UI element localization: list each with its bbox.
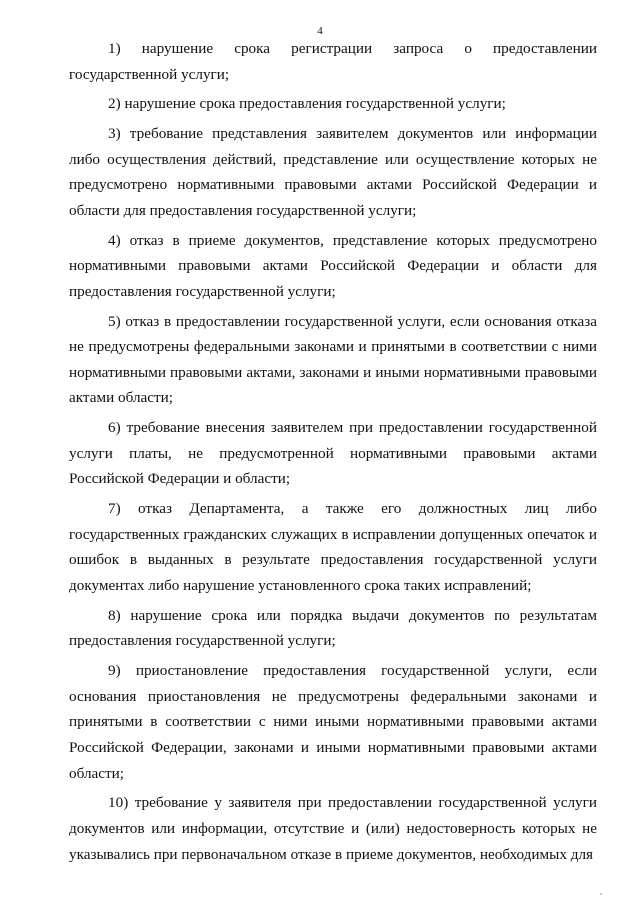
list-item-2: 2) нарушение срока предоставления государственной услуги;: [108, 95, 506, 113]
list-item-6: 6) требование внесения заявителем при предоставлении государственной услуги платы, не предусмотренной нормативными правовыми актами Российской Федерации и области;: [69, 419, 597, 488]
list-item-10: 10) требование у заявителя при предоставлении государственной услуги документов или информации, отсутствие и (или) недостоверность которых не указывались при первоначальном отказе в приеме документов, необходимых для: [69, 794, 597, 863]
list-item-4: 4) отказ в приеме документов, представление которых предусмотрено нормативными правовыми актами Российской Федерации и области для предоставления государственной услуги;: [69, 231, 597, 300]
list-item-1: 1) нарушение срока регистрации запроса о предоставлении государственной услуги;: [69, 40, 597, 83]
document-body: [69, 36, 597, 867]
list-item-7: 7) отказ Департамента, а также его должностных лиц либо государственных гражданских служащих в исправлении допущенных опечаток и ошибок в выданных в результате предоставления государственной услуги документах либо нарушение установленного срока таких исправлений;: [69, 500, 597, 594]
list-item-3: 3) требование представления заявителем документов или информации либо осуществления действий, представление или осуществление которых не предусмотрено нормативными правовыми актами Российской Федерации и области для предоставления государственной услуги;: [69, 125, 597, 219]
list-item-5: 5) отказ в предоставлении государственной услуги, если основания отказа не предусмотрены федеральными законами и принятыми в соответствии с ними нормативными правовыми актами, законами и иными нормативными правовыми актами области;: [69, 312, 597, 407]
list-item-8: 8) нарушение срока или порядка выдачи документов по результатам предоставления государственной услуги;: [69, 606, 597, 650]
page-number: 4: [317, 25, 323, 37]
list-item-9: 9) приостановление предоставления государственной услуги, если основания приостановления не предусмотрены федеральными законами и принятыми в соответствии с ними иными нормативными правовыми актами Российской Федерации, законами и иными нормативными правовыми актами области;: [69, 662, 597, 782]
scan-artifact: [600, 893, 602, 895]
